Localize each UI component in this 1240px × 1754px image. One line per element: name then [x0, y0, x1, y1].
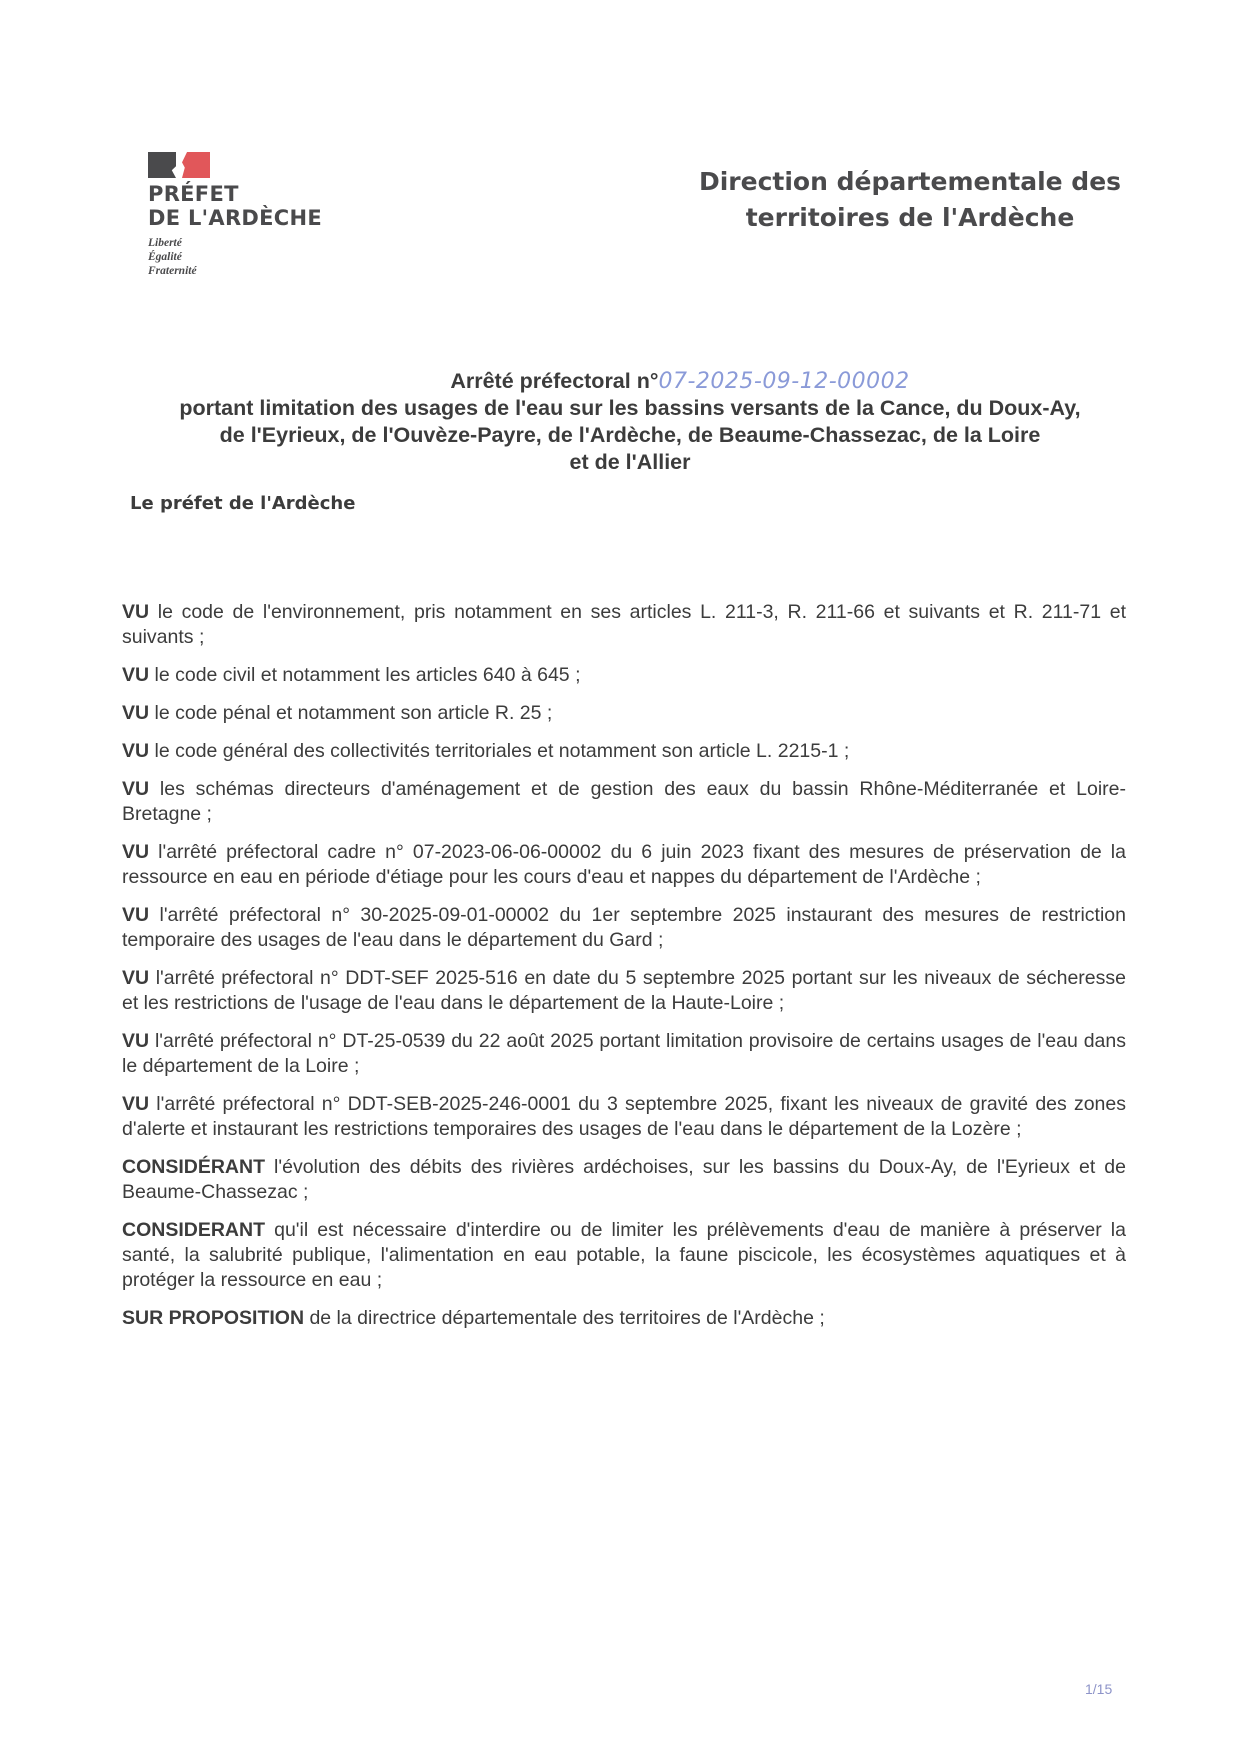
motto-fraternite: Fraternité: [148, 265, 197, 277]
marianne-logo-icon: [148, 152, 348, 178]
recital-keyword: VU: [122, 967, 150, 989]
recital-text: l'arrêté préfectoral n° 30-2025-09-01-00002 du 1er septembre 2025 instaurant des mesures de restriction temporaire des usages de l'eau dans le département du Gard ;: [122, 904, 1126, 951]
republic-motto: [148, 236, 348, 278]
issuing-direction: [690, 164, 1130, 236]
motto-egalite: Égalité: [148, 251, 182, 263]
signatory-heading: Le préfet de l'Ardèche: [130, 493, 356, 514]
recital-cgct: [122, 739, 1126, 764]
motto-liberte: Liberté: [148, 237, 182, 249]
recital-text: le code de l'environnement, pris notamment en ses articles L. 211-3, R. 211-66 et suivants et R. 211-71 et suivants ;: [122, 601, 1126, 648]
recital-text: l'arrêté préfectoral n° DDT-SEF 2025-516 en date du 5 septembre 2025 portant sur les niveaux de sécheresse et les restrictions de l'usage de l'eau dans le département de la Haute-Loire ;: [122, 967, 1126, 1014]
recital-code-environnement: [122, 600, 1126, 650]
considerant-debits: [122, 1155, 1126, 1205]
prefecture-logo: [148, 152, 348, 278]
recital-text: le code pénal et notamment son article R. 25 ;: [149, 702, 553, 724]
recital-text: l'arrêté préfectoral n° DDT-SEB-2025-246-0001 du 3 septembre 2025, fixant les niveaux de gravité des zones d'alerte et instaurant les restrictions temporaires des usages de l'eau dans le département de la Lozère ;: [122, 1093, 1126, 1140]
recital-keyword: CONSIDÉRANT: [122, 1156, 266, 1178]
recital-keyword: SUR PROPOSITION: [122, 1307, 305, 1329]
recital-text: le code civil et notamment les articles 640 à 645 ;: [149, 664, 581, 686]
document-title: [130, 368, 1130, 476]
recital-arrete-gard: [122, 903, 1126, 953]
subtitle-line-1: portant limitation des usages de l'eau sur les bassins versants de la Cance, du Doux-Ay,: [179, 396, 1081, 420]
recitals: [122, 600, 1126, 1344]
marianne-grey-block: [148, 152, 176, 178]
recital-keyword: VU: [122, 601, 150, 623]
recital-keyword: VU: [122, 778, 150, 800]
recital-arrete-loire: [122, 1029, 1126, 1079]
prefet-title-line2: DE L'ARDÈCHE: [148, 206, 323, 230]
recital-sdage: [122, 777, 1126, 827]
subtitle-line-3: et de l'Allier: [569, 450, 691, 474]
recital-keyword: VU: [122, 841, 150, 863]
prefet-title: [148, 182, 348, 230]
recital-keyword: VU: [122, 1030, 150, 1052]
direction-line1: Direction départementale des: [698, 167, 1122, 196]
recital-text: l'arrêté préfectoral n° DT-25-0539 du 22 août 2025 portant limitation provisoire de certains usages de l'eau dans le département de la Loire ;: [122, 1030, 1126, 1077]
recital-keyword: VU: [122, 1093, 150, 1115]
recital-keyword: VU: [122, 740, 150, 762]
recital-text: qu'il est nécessaire d'interdire ou de limiter les prélèvements d'eau de manière à préserver la santé, la salubrité publique, l'alimentation en eau potable, la faune piscicole, les écosystèmes aquatiques et à protéger la ressource en eau ;: [122, 1219, 1126, 1291]
handwritten-arrete-number: 07-2025-09-12-00002: [658, 369, 910, 394]
subtitle-line-2: de l'Eyrieux, de l'Ouvèze-Payre, de l'Ardèche, de Beaume-Chassezac, de la Loire: [219, 423, 1041, 447]
page-number: 1/15: [1085, 1681, 1113, 1697]
recital-keyword: VU: [122, 904, 150, 926]
considerant-prelevements: [122, 1218, 1126, 1293]
recital-text: les schémas directeurs d'aménagement et de gestion des eaux du bassin Rhône-Méditerranée et Loire-Bretagne ;: [122, 778, 1126, 825]
recital-text: l'arrêté préfectoral cadre n° 07-2023-06-06-00002 du 6 juin 2023 fixant des mesures de préservation de la ressource en eau en période d'étiage pour les cours d'eau et nappes du département de l'Ardèche ;: [122, 841, 1126, 888]
prefet-title-line1: PRÉFET: [148, 182, 239, 206]
sur-proposition: [122, 1306, 1126, 1331]
direction-line2: territoires de l'Ardèche: [745, 203, 1075, 232]
recital-keyword: VU: [122, 664, 150, 686]
recital-arrete-haute-loire: [122, 966, 1126, 1016]
recital-arrete-lozere: [122, 1092, 1126, 1142]
recital-keyword: VU: [122, 702, 150, 724]
recital-arrete-cadre: [122, 840, 1126, 890]
recital-text: l'évolution des débits des rivières ardéchoises, sur les bassins du Doux-Ay, de l'Eyrieux et de Beaume-Chassezac ;: [122, 1156, 1126, 1203]
marianne-red-block: [182, 152, 210, 178]
recital-code-civil: [122, 663, 1126, 688]
recital-code-penal: [122, 701, 1126, 726]
arrete-number-line: [130, 368, 1130, 395]
recital-text: de la directrice départementale des territoires de l'Ardèche ;: [304, 1307, 825, 1329]
arrete-label: Arrêté préfectoral n°: [450, 369, 659, 393]
recital-keyword: CONSIDERANT: [122, 1219, 266, 1241]
recital-text: le code général des collectivités territoriales et notamment son article L. 2215-1 ;: [149, 740, 850, 762]
